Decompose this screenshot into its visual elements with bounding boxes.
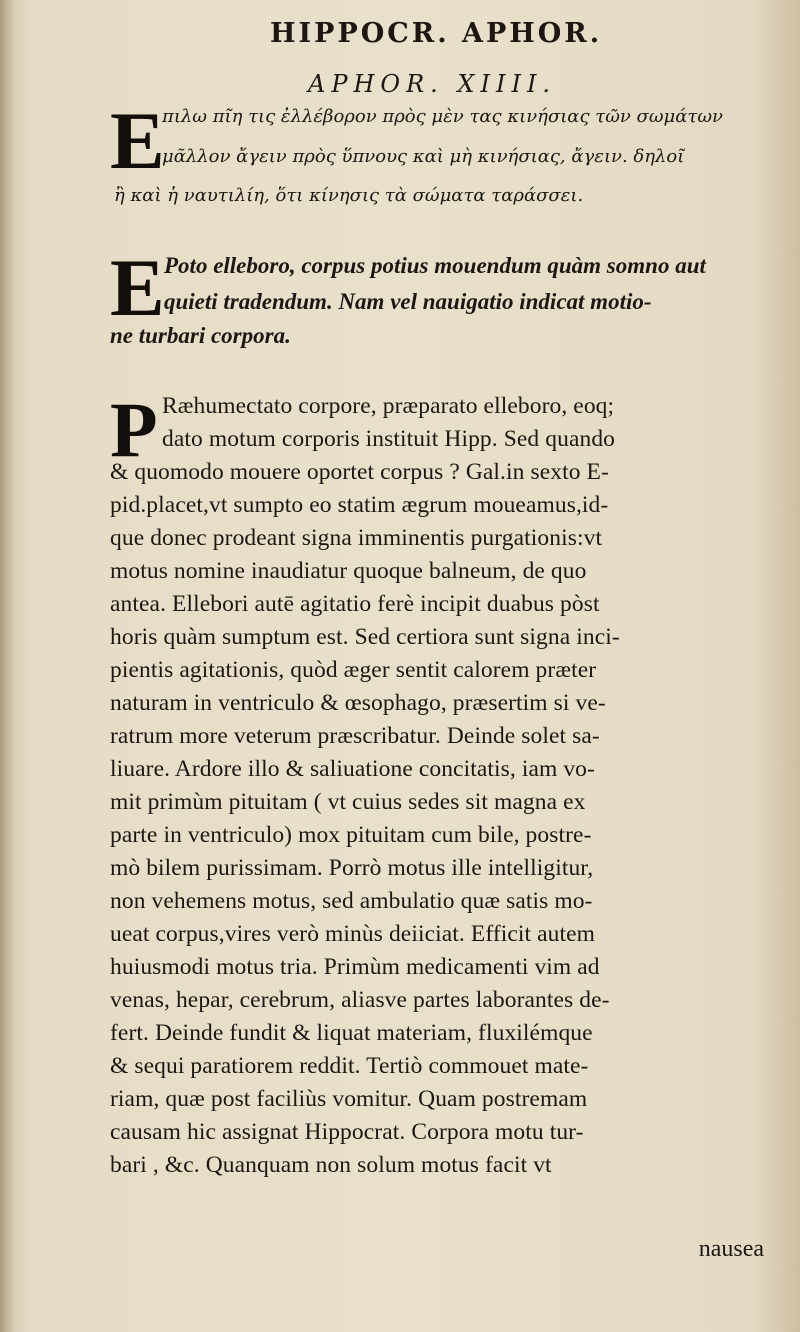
catchword: nausea bbox=[698, 1236, 764, 1262]
commentary-line: antea. Ellebori autē agitatio ferè incipit duabus pòst bbox=[110, 591, 600, 617]
commentary-line: parte in ventriculo) mox pituitam cum bile, postre- bbox=[110, 822, 592, 848]
commentary bbox=[110, 385, 788, 1245]
commentary-dropcap: P bbox=[110, 386, 158, 473]
latin-line: Poto elleboro, corpus potius mouendum quàm somno aut bbox=[164, 253, 706, 278]
greek-dropcap: E bbox=[110, 95, 165, 186]
commentary-line: horis quàm sumptum est. Sed certiora sunt signa inci- bbox=[110, 624, 620, 650]
commentary-line: liuare. Ardore illo & saliuatione concitatis, iam vo- bbox=[110, 756, 595, 782]
commentary-line: fert. Deinde fundit & liquat materiam, fluxilémque bbox=[110, 1020, 593, 1046]
commentary-line: pid.placet,vt sumpto eo statim ægrum moueamus,id- bbox=[110, 492, 609, 518]
commentary-line: motus nomine inaudiatur quoque balneum, de quo bbox=[110, 558, 587, 584]
commentary-line: riam, quæ post faciliùs vomitur. Quam postremam bbox=[110, 1086, 588, 1112]
commentary-line: huiusmodi motus tria. Primùm medicamenti vim ad bbox=[110, 954, 600, 980]
commentary-line: venas, hepar, cerebrum, aliasve partes laborantes de- bbox=[110, 987, 610, 1013]
latin-translation bbox=[110, 242, 788, 360]
greek-line: πιλω πῖη τις ἐλλέβορον πρὸς μὲν τας κινήσιας τῶν σωμάτων bbox=[162, 106, 723, 127]
greek-line: μᾶλλον ἄγειν πρὸς ὕπνους καὶ μὴ κινήσιας, ἄγειν. δηλοῖ bbox=[162, 146, 685, 167]
commentary-line: ratrum more veterum præscribatur. Deinde solet sa- bbox=[110, 723, 600, 749]
commentary-line: naturam in ventriculo & œsophago, præsertim si ve- bbox=[110, 690, 606, 716]
latin-dropcap: E bbox=[110, 242, 165, 333]
page-gutter bbox=[0, 0, 14, 1332]
commentary-line: Ræhumectato corpore, præparato elleboro, eoq; bbox=[162, 393, 615, 419]
latin-line: ne turbari corpora. bbox=[110, 323, 291, 348]
commentary-line: mò bilem purissimam. Porrò motus ille intelligitur, bbox=[110, 855, 594, 881]
commentary-line: que donec prodeant signa imminentis purgationis:vt bbox=[110, 525, 603, 551]
latin-line: quieti tradendum. Nam vel nauigatio indicat motio- bbox=[164, 289, 652, 314]
commentary-line: non vehemens motus, sed ambulatio quæ satis mo- bbox=[110, 888, 593, 914]
running-head: HIPPOCR. APHOR. bbox=[270, 18, 603, 49]
commentary-line: dato motum corporis instituit Hipp. Sed quando bbox=[162, 426, 616, 452]
commentary-line: ueat corpus,vires verò minùs deiiciat. Efficit autem bbox=[110, 921, 596, 947]
commentary-line: & sequi paratiorem reddit. Tertiò commouet mate- bbox=[110, 1053, 589, 1079]
commentary-line: & quomodo mouere oportet corpus ? Gal.in sexto E- bbox=[110, 459, 609, 485]
greek-line: ἢ καὶ ἡ ναυτιλίη, ὅτι κίνησις τὰ σώματα ταράσσει. bbox=[114, 185, 584, 206]
commentary-line: causam hic assignat Hippocrat. Corpora motu tur- bbox=[110, 1119, 584, 1145]
commentary-line: pientis agitationis, quòd æger sentit calorem præter bbox=[110, 657, 597, 683]
commentary-line: mit primùm pituitam ( vt cuius sedes sit magna ex bbox=[110, 789, 586, 815]
aphorism-title: APHOR. XIIII. bbox=[308, 70, 557, 98]
commentary-line: bari , &c. Quanquam non solum motus facit vt bbox=[110, 1152, 552, 1178]
greek-aphorism bbox=[110, 95, 788, 215]
